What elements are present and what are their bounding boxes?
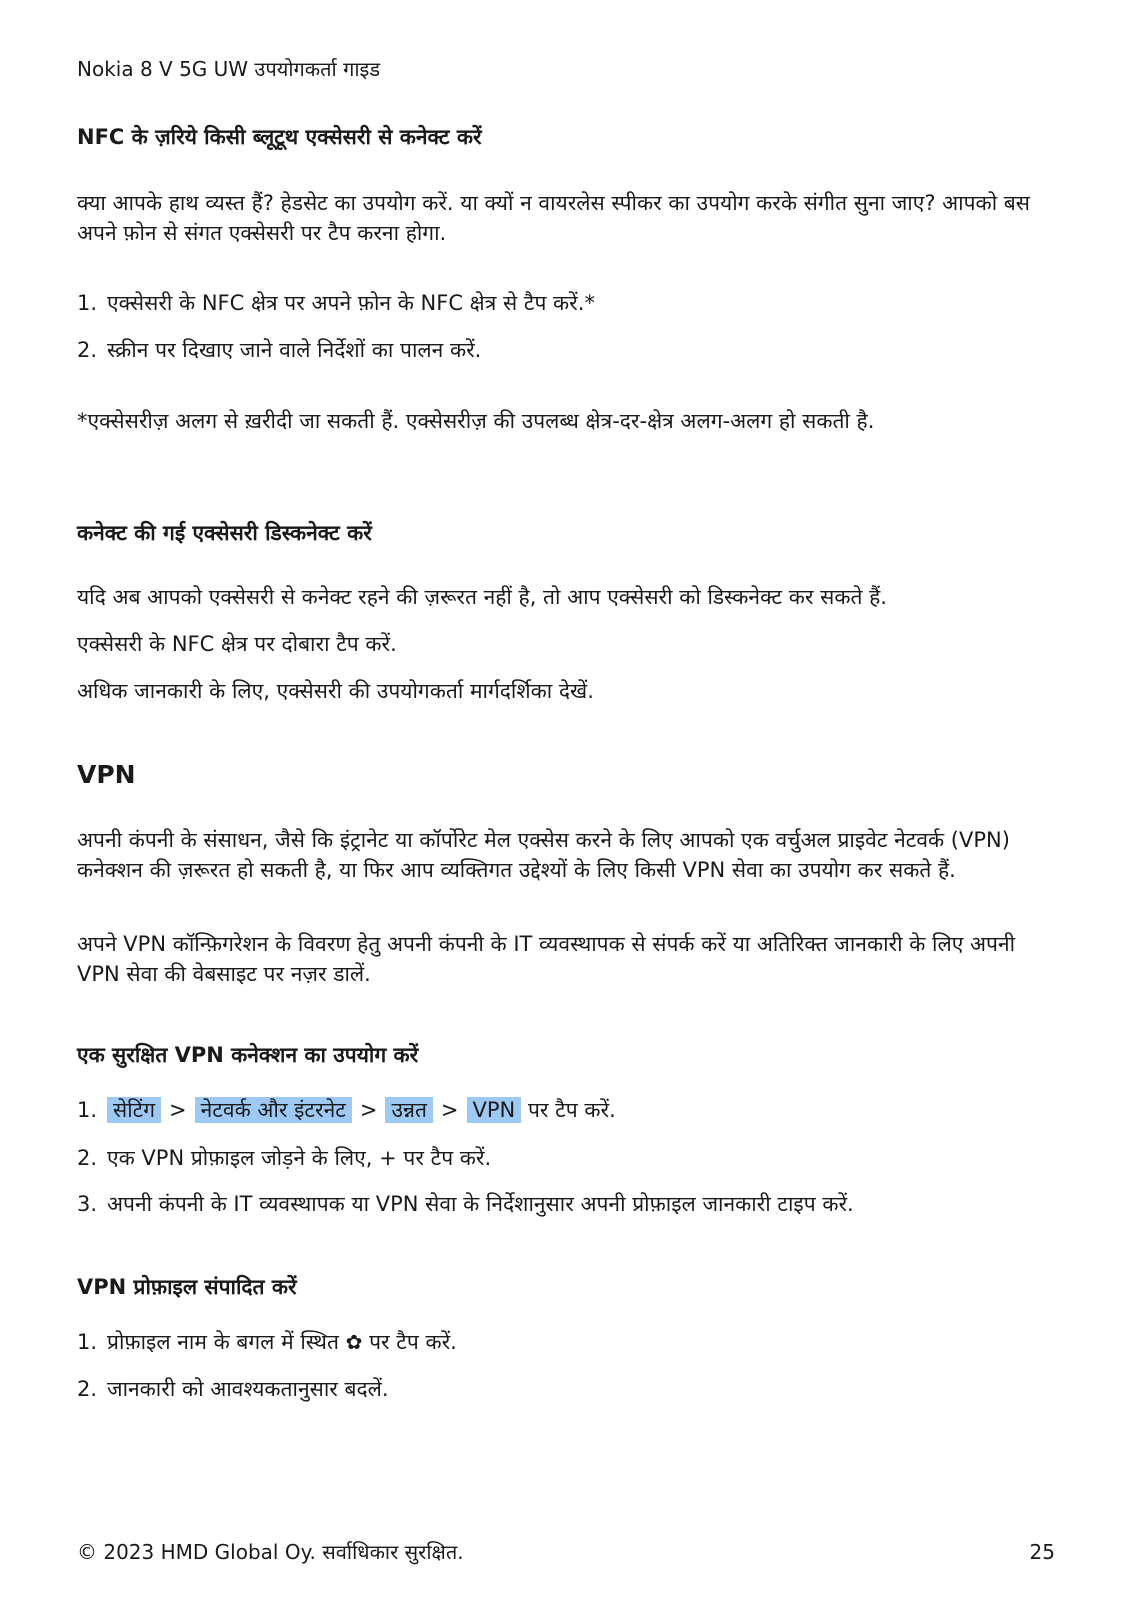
path-separator: > (359, 1098, 378, 1122)
step-number: 1. (77, 1330, 98, 1354)
vpn-edit-step-1 (77, 1327, 1037, 1357)
vpn-secure-step-1 (77, 1095, 1037, 1125)
disconnect-p1: यदि अब आपको एक्सेसरी से कनेक्ट रहने की ज़रूरत नहीं है, तो आप एक्सेसरी को डिस्कनेक्ट कर सकते हैं. (77, 585, 887, 609)
step-text: अपनी कंपनी के IT व्यवस्थापक या VPN सेवा के निर्देशानुसार अपनी प्रोफ़ाइल जानकारी टाइप करें. (107, 1192, 854, 1216)
network-internet-link[interactable]: नेटवर्क और इंटरनेट (195, 1097, 352, 1123)
nfc-connect-intro: क्या आपके हाथ व्यस्त हैं? हेडसेट का उपयोग करें. या क्यों न वायरलेस स्पीकर का उपयोग करके संगीत सुना जाए? आपको बस अपने फ़ोन से संगत एक्सेसरी पर टैप करना होगा. (77, 191, 1030, 245)
footer-copyright: © 2023 HMD Global Oy. सर्वाधिकार सुरक्षित. (77, 1540, 464, 1564)
vpn-secure-step-2 (77, 1143, 1037, 1173)
gear-icon: ✿ (345, 1330, 363, 1354)
disconnect-heading: कनेक्ट की गई एक्सेसरी डिस्कनेक्ट करें (77, 521, 372, 545)
step-number: 2. (77, 1146, 98, 1170)
vpn-p1: अपनी कंपनी के संसाधन, जैसे कि इंट्रानेट या कॉर्पोरेट मेल एक्सेस करने के लिए आपको एक वर्चुअल प्राइवेट नेटवर्क (VPN) कनेक्शन की ज़रूरत हो सकती है, या फिर आप व्यक्तिगत उद्देश्यों के लिए किसी VPN सेवा का उपयोग कर सकते हैं. (77, 828, 1010, 882)
page-header-title: Nokia 8 V 5G UW उपयोगकर्ता गाइड (77, 57, 381, 81)
vpn-edit-step-2 (77, 1374, 1037, 1404)
step-text: एक्सेसरी के NFC क्षेत्र पर अपने फ़ोन के NFC क्षेत्र से टैप करें.* (107, 291, 595, 315)
nfc-step-1 (77, 288, 1037, 318)
step-number: 1. (77, 1098, 98, 1122)
vpn-link[interactable]: VPN (467, 1097, 522, 1123)
step-text: प्रोफ़ाइल नाम के बगल में स्थित (107, 1330, 339, 1354)
vpn-edit-heading: VPN प्रोफ़ाइल संपादित करें (77, 1275, 297, 1299)
plus-icon: + (379, 1146, 397, 1170)
vpn-secure-step-3 (77, 1189, 1037, 1219)
step-text: एक VPN प्रोफ़ाइल जोड़ने के लिए, (107, 1146, 373, 1170)
nfc-step-2 (77, 335, 1037, 365)
vpn-p2: अपने VPN कॉन्फ़िगरेशन के विवरण हेतु अपनी कंपनी के IT व्यवस्थापक से संपर्क करें या अतिरिक्त जानकारी के लिए अपनी VPN सेवा की वेबसाइट पर नज़र डालें. (77, 932, 1016, 986)
vpn-heading: VPN (77, 760, 136, 789)
step-text: पर टैप करें. (403, 1146, 492, 1170)
vpn-secure-heading: एक सुरक्षित VPN कनेक्शन का उपयोग करें (77, 1043, 419, 1067)
nfc-connect-heading: NFC के ज़रिये किसी ब्लूटूथ एक्सेसरी से कनेक्ट करें (77, 125, 482, 149)
step-text: पर टैप करें. (527, 1098, 616, 1122)
disconnect-p2: एक्सेसरी के NFC क्षेत्र पर दोबारा टैप करें. (77, 632, 397, 656)
page-number: 25 (1029, 1540, 1055, 1564)
path-separator: > (440, 1098, 459, 1122)
nfc-availability-note: *एक्सेसरीज़ अलग से ख़रीदी जा सकती हैं. एक्सेसरीज़ की उपलब्ध क्षेत्र-दर-क्षेत्र अलग-अलग हो सकती है. (77, 409, 875, 433)
step-text: पर टैप करें. (369, 1330, 457, 1354)
advanced-link[interactable]: उन्नत (385, 1097, 432, 1123)
path-separator: > (169, 1098, 187, 1122)
disconnect-p3: अधिक जानकारी के लिए, एक्सेसरी की उपयोगकर्ता मार्गदर्शिका देखें. (77, 679, 594, 703)
settings-link[interactable]: सेटिंग (107, 1097, 161, 1123)
step-text: स्क्रीन पर दिखाए जाने वाले निर्देशों का पालन करें. (107, 338, 482, 362)
step-number: 1. (77, 291, 98, 315)
step-number: 2. (77, 1377, 98, 1401)
step-number: 3. (77, 1192, 98, 1216)
step-number: 2. (77, 338, 98, 362)
step-text: जानकारी को आवश्यकतानुसार बदलें. (107, 1377, 389, 1401)
